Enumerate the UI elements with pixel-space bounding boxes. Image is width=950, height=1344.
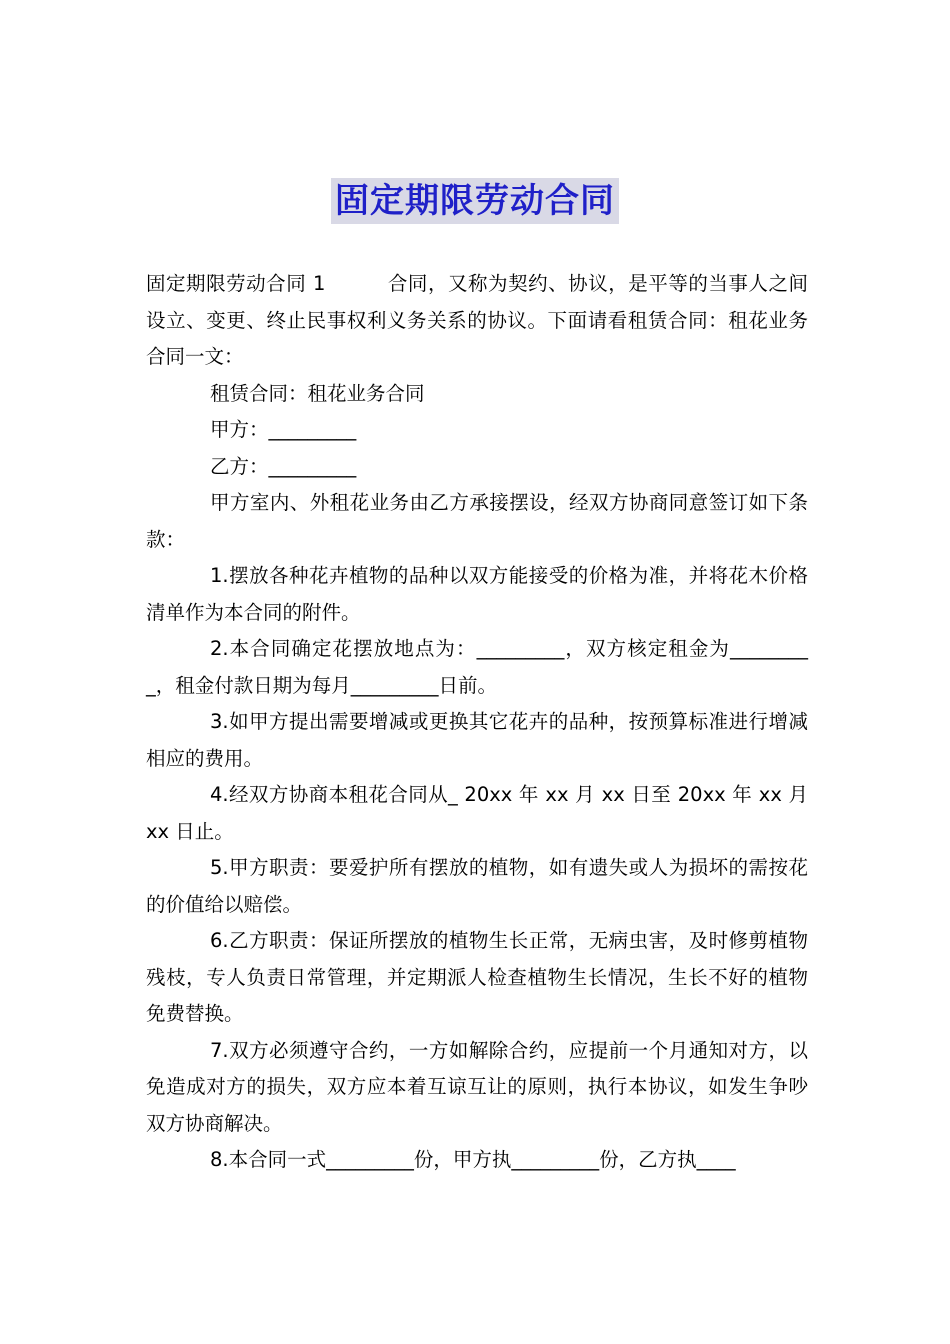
- clause-1: 1.摆放各种花卉植物的品种以双方能接受的价格为准，并将花木价格清单作为本合同的附件。: [146, 564, 808, 624]
- paragraph-lease-title: 租赁合同：租花业务合同: [210, 381, 425, 405]
- paragraph-party-b: 乙方：_________: [210, 454, 357, 478]
- document-body: [146, 266, 808, 1179]
- document-title: 固定期限劳动合同: [331, 178, 619, 224]
- clause-8: 8.本合同一式_________份，甲方执_________份，乙方执____: [210, 1148, 736, 1171]
- title-area: [0, 178, 950, 224]
- clause-2: 2.本合同确定花摆放地点为：_________，双方核定租金为_________，租金付款日期为每月_________日前。: [146, 637, 808, 697]
- clause-6: 6.乙方职责：保证所摆放的植物生长正常，无病虫害，及时修剪植物残枝，专人负责日常管理，并定期派人检查植物生长情况，生长不好的植物免费替换。: [146, 929, 808, 1025]
- paragraph-party-a: 甲方：_________: [210, 418, 357, 441]
- clause-4: 4.经双方协商本租花合同从_ 20xx 年 xx 月 xx 日至 20xx 年 xx 月 xx 日止。: [146, 783, 808, 843]
- clause-7: 7.双方必须遵守合约，一方如解除合约，应提前一个月通知对方，以免造成对方的损失，双方应本着互谅互让的原则，执行本协议，如发生争吵双方协商解决。: [146, 1038, 808, 1135]
- intro-text: 合同，又称为契约、协议，是平等的当事人之间设立、变更、终止民事权利义务关系的协议。下面请看租赁合同：租花业务合同一文：: [146, 272, 808, 368]
- clause-5: 5.甲方职责：要爱护所有摆放的植物，如有遗失或人为损坏的需按花的价值给以赔偿。: [146, 856, 808, 916]
- intro-heading: 固定期限劳动合同 1: [146, 272, 326, 295]
- paragraph-agreement: 甲方室内、外租花业务由乙方承接摆设，经双方协商同意签订如下条款：: [146, 491, 808, 551]
- clause-3: 3.如甲方提出需要增减或更换其它花卉的品种，按预算标准进行增减相应的费用。: [146, 710, 808, 770]
- intro-paragraph: [146, 266, 808, 376]
